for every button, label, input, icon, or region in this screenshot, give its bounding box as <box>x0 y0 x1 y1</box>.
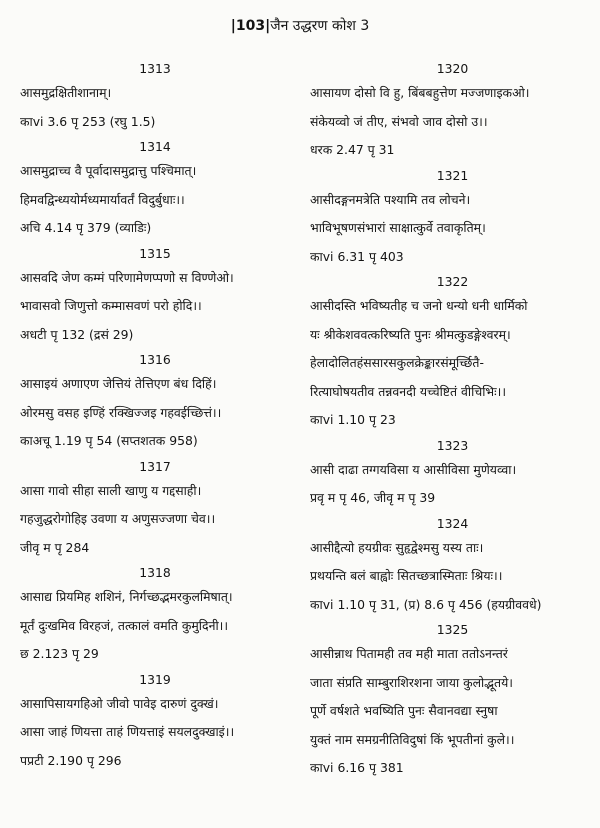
entry-number: 1324 <box>436 515 469 531</box>
verse-line: आसाद्य प्रियमिह शशिनं, निर्गच्छद्भमरकुलमिषात्। <box>20 589 233 604</box>
citation: काvi 1.10 पृ 23 <box>310 412 396 427</box>
verse-line: भावासवो जिणुत्तो कम्मासवणं परो होदि।। <box>20 298 202 313</box>
verse-line: आसवदि जेण कम्मं परिणामेणप्पणो स विण्णेओ। <box>20 269 234 285</box>
verse-line: युक्तं नाम समग्रनीतिविदुषां किं भूपतीनां कुले।। <box>310 731 515 747</box>
verse-line: आसी दाढा तग्गयविसा य आसीविसा मुणेयव्वा। <box>310 461 517 477</box>
verse-line: आसीदङ्गनमत्रेति पश्यामि तव लोचने। <box>310 191 471 207</box>
citation: प्रवृ म पृ 46, जीवृ म पृ 39 <box>310 490 436 505</box>
book-title: जैन उद्धरण कोश 3 <box>270 18 370 34</box>
verse-line: आसाइयं अणाएण जेत्तियं तेत्तिएण बंध दिहिं। <box>20 376 217 391</box>
verse-line: आसीदस्ति भविष्यतीह च जनो धन्यो धनी धार्मिको <box>310 298 528 313</box>
verse-line: हिमवद्विन्ध्ययोर्मध्यमार्यावर्तं विदुर्बुधाः।। <box>20 191 185 207</box>
entry-number: 1323 <box>436 437 469 453</box>
entry-number: 1325 <box>436 622 469 637</box>
quote-entry <box>20 58 290 132</box>
verse-line: हेलादोलितहंससारसकुलक्रेङ्कारसंमूर्च्छितै- <box>310 355 484 370</box>
entry-number: 1313 <box>139 61 171 76</box>
verse-line: आसा गावो सीहा साली खाणु य गद्दसाही। <box>20 482 202 498</box>
quote-entry <box>310 435 595 509</box>
quote-entry <box>20 349 290 452</box>
citation: काअचू 1.19 पृ 54 (सप्तशतक 958) <box>20 433 198 448</box>
entry-number: 1316 <box>139 352 171 367</box>
citation: काvi 6.31 पृ 403 <box>310 248 404 264</box>
citation: पप्रटी 2.190 पृ 296 <box>20 752 122 768</box>
citation: काvi 6.16 पृ 381 <box>310 760 404 775</box>
verse-line: संकेयव्वो जं तीए, संभवो जाव दोसो उ।। <box>310 113 488 129</box>
citation: काvi 1.10 पृ 31, (प्र) 8.6 पृ 456 (हयग्रीववधे) <box>310 596 542 612</box>
quote-entry <box>20 136 290 239</box>
quote-entry <box>310 165 595 268</box>
verse-line: ओरमसु वसह इण्हिं रक्खिज्जइ गहवईच्छित्तं।। <box>20 404 222 420</box>
verse-line: मूर्तं दुःखमिव विरहजं, तत्कालं वमति कुमुदिनी।। <box>20 617 229 633</box>
verse-line: आसायण दोसो वि हु, बिंबबहुत्तेण मज्जणाइकओ। <box>310 85 530 100</box>
citation: अधटी पृ 132 (द्रसं 29) <box>20 326 134 342</box>
verse-line: आसीन्नाथ पितामही तव मही माता ततोऽनन्तरं <box>310 646 508 661</box>
citation: छ 2.123 पृ 29 <box>20 646 99 661</box>
verse-line: आसमुद्राच्च वै पूर्वादासमुद्रात्तु पश्चिमात्। <box>20 163 197 178</box>
verse-line: आसापिसायगहिओ जीवो पावेइ दारुणं दुक्खं। <box>20 695 219 711</box>
quote-entry <box>20 243 290 346</box>
verse-line: यः श्रीकेशववत्करिष्यति पुनः श्रीमत्कुडङ्गेश्वरम्। <box>310 326 511 342</box>
page-header <box>0 16 600 35</box>
entry-number: 1320 <box>436 61 469 76</box>
verse-line: आसमुद्रक्षितीशानाम्। <box>20 85 112 100</box>
entry-number: 1315 <box>139 245 171 261</box>
quote-entry <box>310 513 595 616</box>
entry-number: 1319 <box>139 671 171 687</box>
verse-line: गहजुद्धरोगोहिइ उवणा य अणुसज्जणा चेव।। <box>20 511 216 526</box>
quote-entry <box>20 562 290 665</box>
citation: जीवृ म पृ 284 <box>20 539 90 555</box>
verse-line: प्रथयन्ति बलं बाह्वोः सितच्छत्रास्मिताः श्रियः।। <box>310 568 503 583</box>
verse-line: भाविभूषणसंभारां साक्षात्कुर्वे तवाकृतिम्। <box>310 220 486 235</box>
verse-line: आसा जाहं णियत्ता ताहं णियत्ताइं सयलदुक्खाइं।। <box>20 724 235 739</box>
citation: धरक 2.47 पृ 31 <box>310 142 395 157</box>
page-number: |103| <box>230 18 271 34</box>
entry-number: 1318 <box>139 565 171 580</box>
citation: अचि 4.14 पृ 379 (व्याडिः) <box>20 220 152 235</box>
entry-number: 1314 <box>139 139 171 154</box>
entry-number: 1317 <box>139 458 171 474</box>
quote-entry <box>310 271 595 431</box>
verse-line: पूर्णे वर्षशते भवष्यिति पुनः सैवानवद्या स्नुषा <box>310 703 498 718</box>
quote-entry <box>20 669 290 772</box>
citation: काvi 3.6 पृ 253 (रघु 1.5) <box>20 113 156 129</box>
verse-line: जाता संप्रति साम्बुराशिरशना जाया कुलोद्भूतये। <box>310 674 513 690</box>
verse-line: रित्याघोषयतीव तन्नवनदी यच्चेष्टितं वीचिभिः।। <box>310 383 507 399</box>
entry-number: 1321 <box>436 167 469 183</box>
left-column <box>20 58 290 775</box>
entry-number: 1322 <box>436 274 469 289</box>
quote-entry <box>310 619 595 779</box>
verse-line: आसीद्दैत्यो हयग्रीवः सुहृद्वेश्मसु यस्य ताः। <box>310 539 484 555</box>
quote-entry <box>20 456 290 559</box>
quote-entry <box>310 58 595 161</box>
right-column <box>310 58 595 783</box>
